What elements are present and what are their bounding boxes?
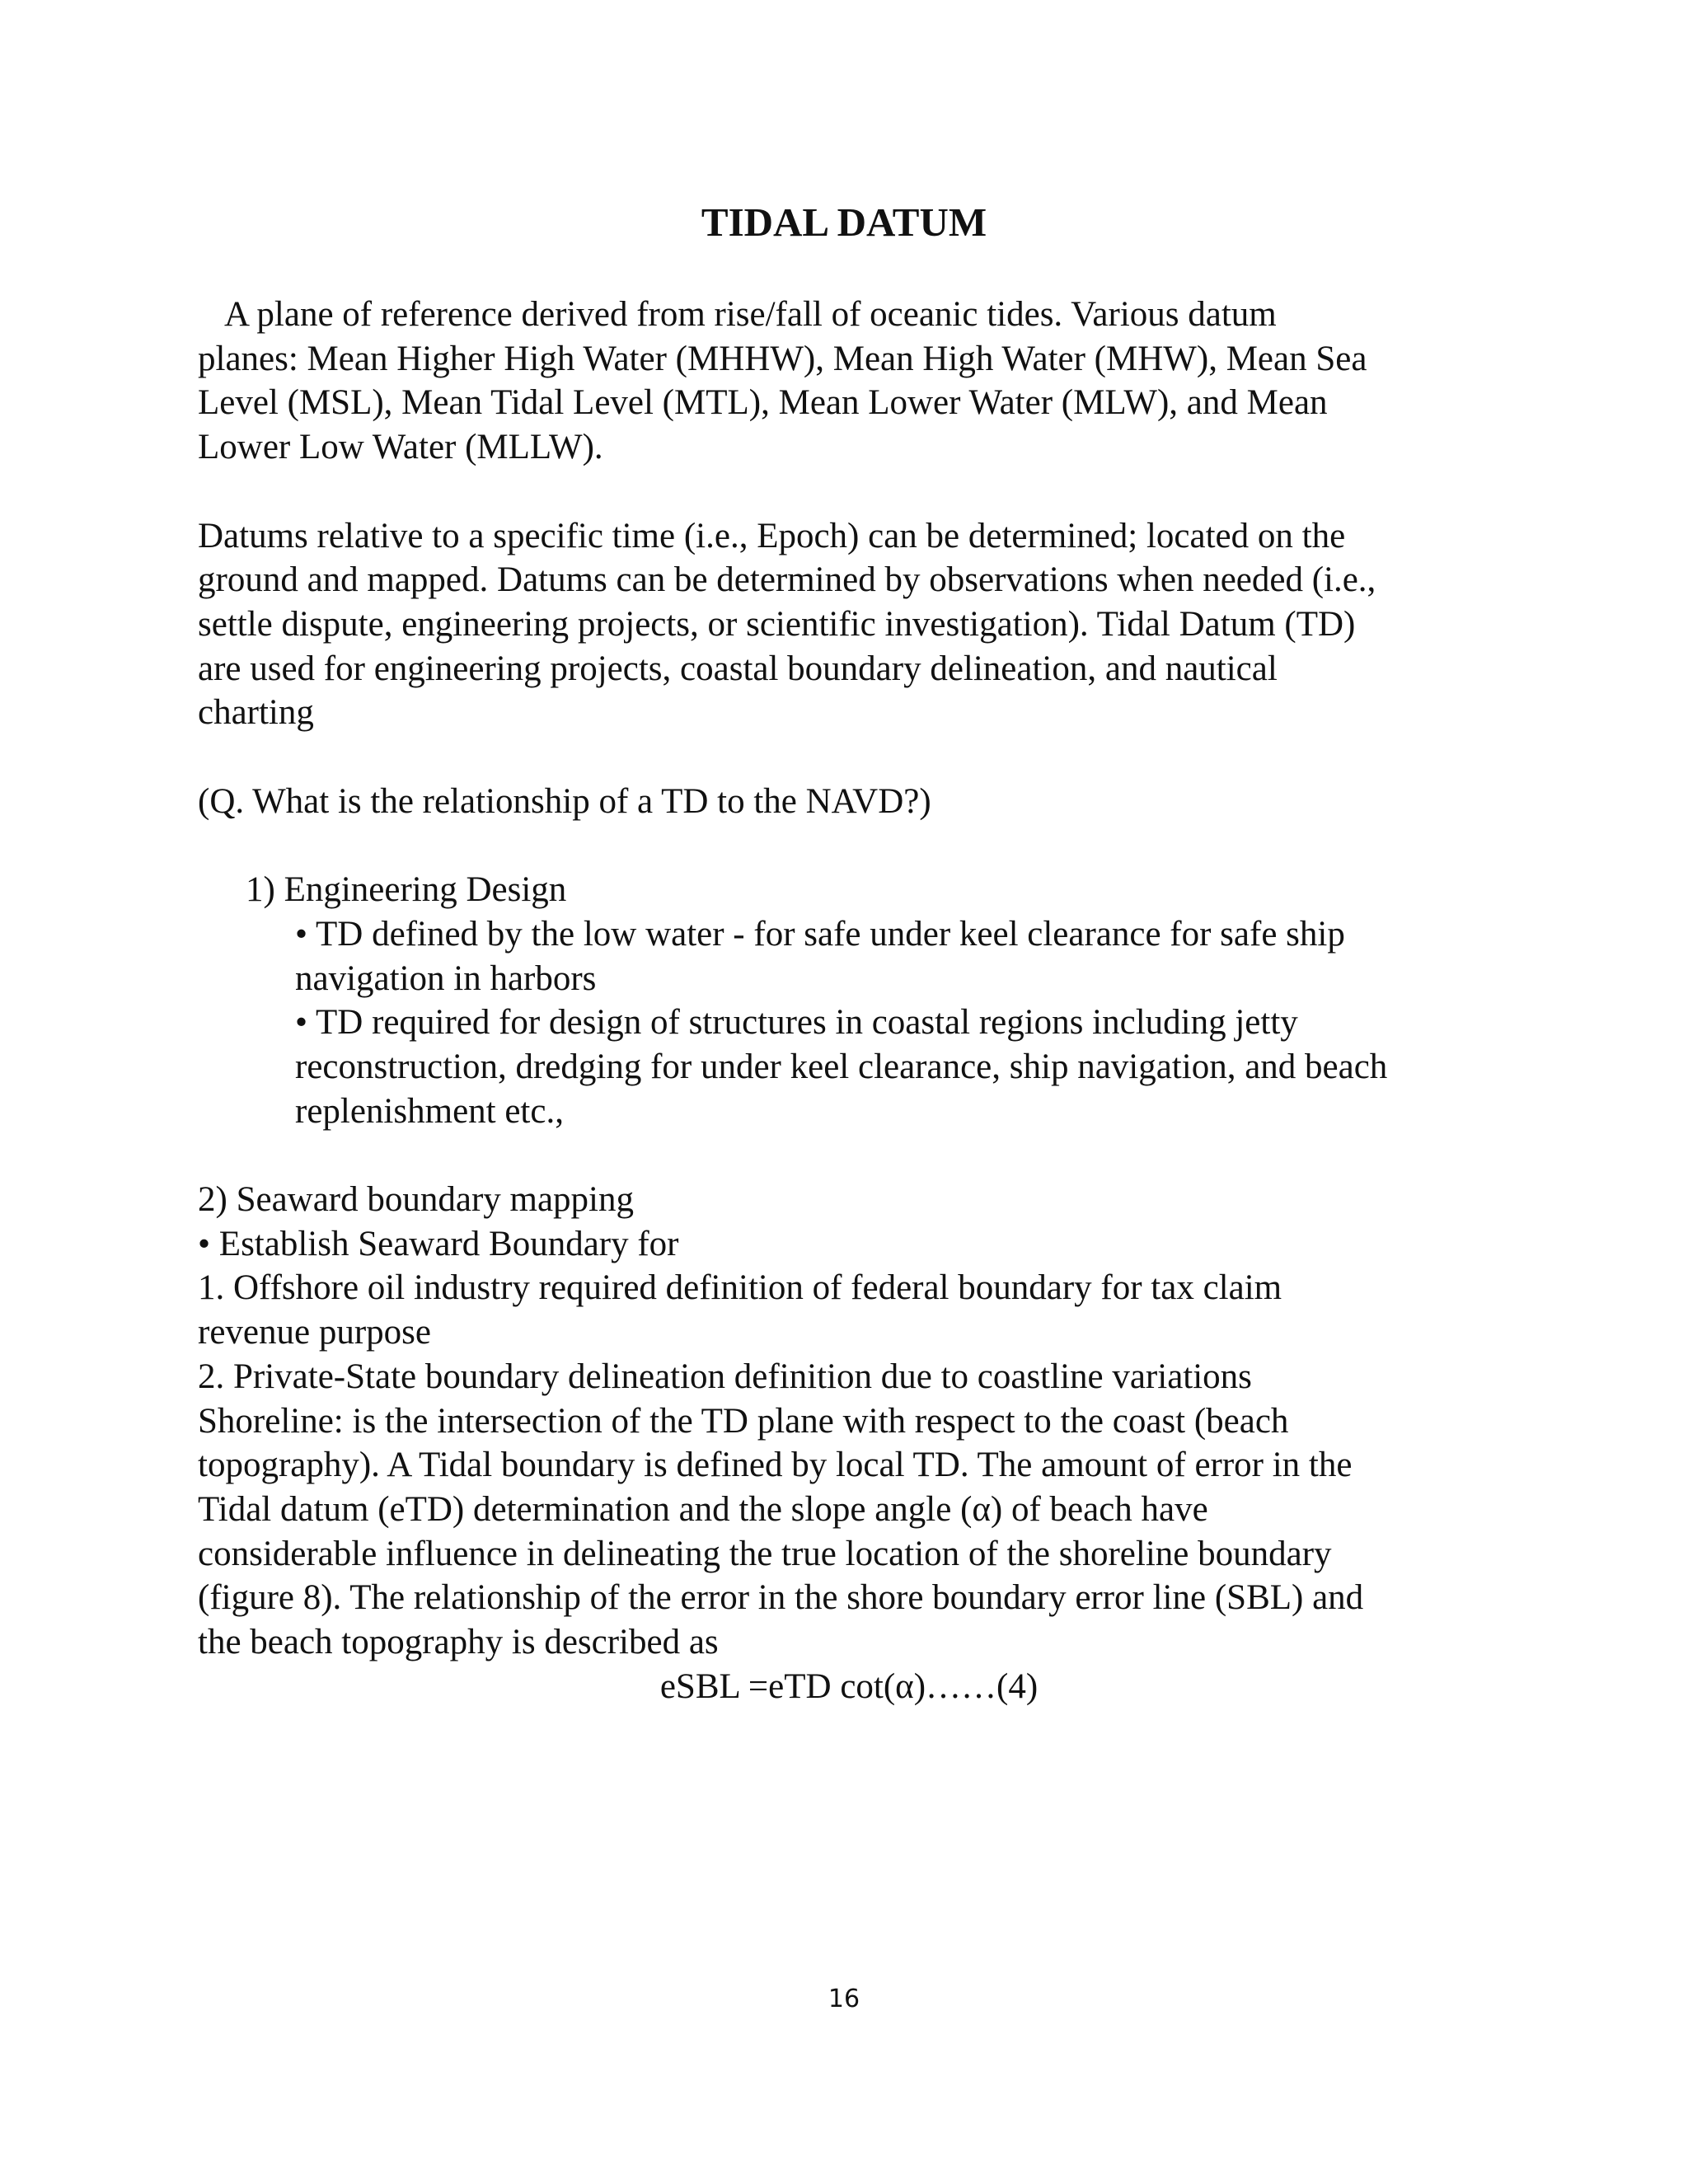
question-line: (Q. What is the relationship of a TD to the NAVD?) [198, 781, 931, 821]
text-line: considerable influence in delineating the true location of the shoreline boundary [198, 1534, 1332, 1573]
equation: eSBL =eTD cot(α)……(4) [659, 1666, 1039, 1706]
text-line: the beach topography is described as [198, 1623, 719, 1662]
page-title: TIDAL DATUM [701, 199, 987, 245]
paragraph-tidal-datum-definition [198, 293, 1500, 470]
paragraph-gap [198, 470, 1500, 514]
text-line: Lower Low Water (MLLW). [198, 428, 603, 467]
text-line: (figure 8). The relationship of the error in the shore boundary error line (SBL) and [198, 1578, 1364, 1618]
text-line: Level (MSL), Mean Tidal Level (MTL), Mean Lower Water (MLW), and Mean [198, 383, 1328, 423]
text-line: navigation in harbors [295, 958, 597, 998]
paragraph-gap [198, 823, 1500, 868]
body-text [198, 293, 1500, 1708]
text-line: Datums relative to a specific time (i.e., Epoch) can be determined; located on the [198, 516, 1346, 555]
paragraph-gap [198, 1133, 1500, 1178]
bullet-line: • TD defined by the low water - for safe under keel clearance for safe ship [295, 914, 1345, 954]
text-line: replenishment etc., [295, 1091, 564, 1131]
text-line: reconstruction, dredging for under keel clearance, ship navigation, and beach [295, 1047, 1388, 1086]
section-seaward-boundary [198, 1178, 1500, 1708]
paragraph-datums-epoch [198, 514, 1500, 736]
text-line: Tidal datum (eTD) determination and the slope angle (α) of beach have [198, 1489, 1208, 1529]
section-body [198, 912, 1500, 1134]
paragraph-gap [198, 735, 1500, 780]
text-line: ground and mapped. Datums can be determined by observations when needed (i.e., [198, 560, 1376, 600]
text-line: planes: Mean Higher High Water (MHHW), Mean High Water (MHW), Mean Sea [198, 339, 1367, 378]
text-line: revenue purpose [198, 1313, 431, 1352]
text-line: charting [198, 693, 314, 733]
text-line: 2. Private-State boundary delineation definition due to coastline variations [198, 1357, 1252, 1396]
text-line: settle dispute, engineering projects, or scientific investigation). Tidal Datum (TD) [198, 604, 1356, 644]
text-line: are used for engineering projects, coastal boundary delineation, and nautical [198, 649, 1278, 688]
text-line: 1. Offshore oil industry required definition of federal boundary for tax claim [198, 1268, 1282, 1308]
bullet-line: • Establish Seaward Boundary for [198, 1224, 679, 1263]
text-line: A plane of reference derived from rise/fall of oceanic tides. Various datum [224, 295, 1277, 334]
text-line: topography). A Tidal boundary is defined by local TD. The amount of error in the [198, 1446, 1353, 1485]
section-heading: 1) Engineering Design [246, 870, 567, 910]
bullet-line: • TD required for design of structures in coastal regions including jetty [295, 1003, 1298, 1043]
section-engineering-design [198, 868, 1500, 1133]
section-heading: 2) Seaward boundary mapping [198, 1180, 634, 1219]
text-line: Shoreline: is the intersection of the TD plane with respect to the coast (beach [198, 1401, 1289, 1441]
page-number: 16 [828, 1985, 860, 2013]
